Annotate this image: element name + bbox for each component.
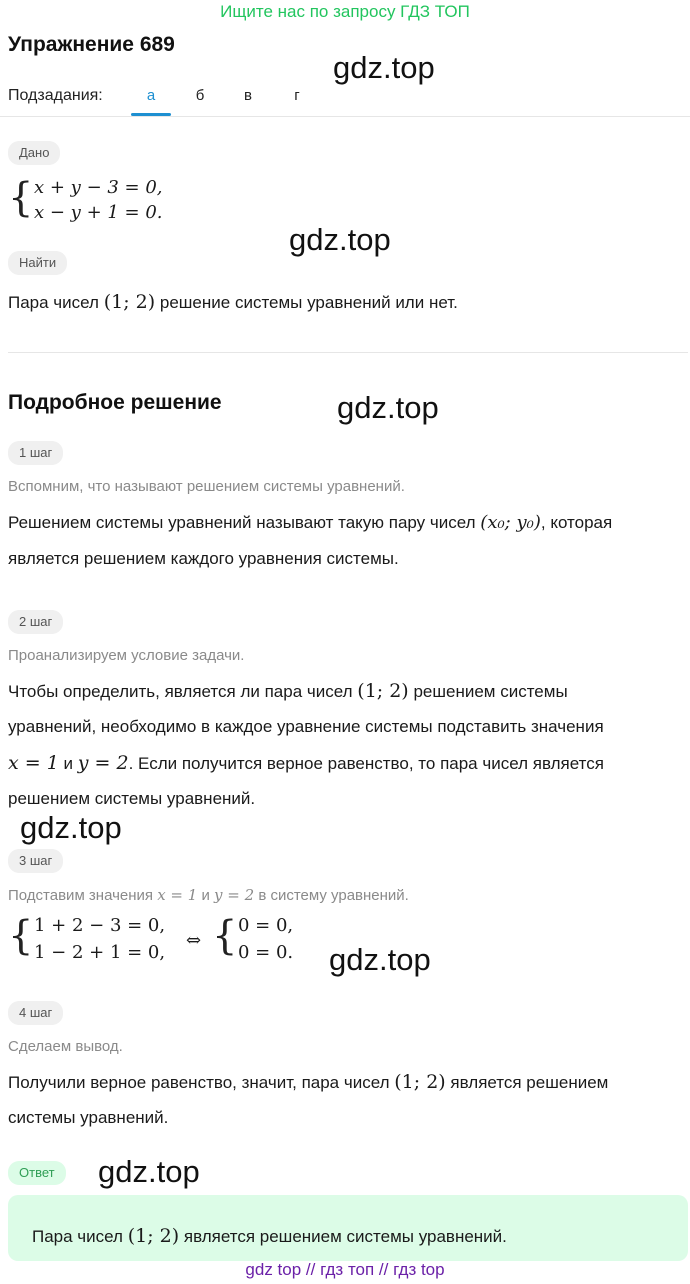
watermark: gdz.top	[289, 222, 391, 257]
given-equation-1: x + y − 3 = 0,	[34, 177, 163, 198]
step-2-line-1	[8, 673, 568, 710]
step-2-line-4: решением системы уравнений.	[8, 789, 256, 808]
tabs-divider	[0, 116, 690, 117]
find-chip: Найти	[8, 251, 67, 275]
step-2-and: и	[58, 754, 78, 773]
solution-heading: Подробное решение	[8, 391, 222, 414]
step-4-chip: 4 шаг	[8, 1001, 63, 1025]
answer-text-before: Пара чисел	[32, 1227, 128, 1246]
page-title: Упражнение 689	[8, 33, 175, 56]
given-equation-2: x − y + 1 = 0.	[34, 202, 163, 223]
step-1-text: Решением системы уравнений называют такую пару чисел	[8, 513, 481, 532]
promo-banner[interactable]: Ищите нас по запросу ГДЗ ТОП	[220, 2, 470, 21]
step-3-hint-math-x: x = 1	[157, 886, 198, 904]
step-3-chip: 3 шаг	[8, 849, 63, 873]
tab-b[interactable]: б	[195, 87, 205, 104]
step-2-math-y: y = 2	[77, 752, 129, 774]
find-text	[8, 284, 458, 321]
step-3-left-eq-2: 1 − 2 + 1 = 0,	[34, 942, 166, 963]
given-brace: {	[8, 175, 34, 221]
answer-chip: Ответ	[8, 1161, 66, 1185]
step-3-hint-and: и	[197, 887, 215, 904]
step-2-hint: Проанализируем условие задачи.	[8, 647, 245, 664]
find-text-before: Пара чисел	[8, 293, 104, 312]
step-1-math: (x₀; y₀)	[480, 512, 541, 533]
step-2-text-tail: . Если получится верное равенство, то пара чисел является	[128, 754, 604, 773]
step-3-right-eq-1: 0 = 0,	[238, 915, 294, 936]
answer-text	[32, 1218, 507, 1255]
step-2-chip: 2 шаг	[8, 610, 63, 634]
step-1-line-1	[8, 505, 612, 541]
watermark: gdz.top	[329, 942, 431, 977]
step-4-hint: Сделаем вывод.	[8, 1038, 123, 1055]
step-1-hint: Вспомним, что называют решением системы уравнений.	[8, 478, 405, 495]
watermark: gdz.top	[333, 50, 435, 85]
step-1-line-2: является решением каждого уравнения системы.	[8, 549, 399, 568]
find-pair: (1; 2)	[103, 291, 156, 313]
step-3-hint-math-y: y = 2	[214, 886, 255, 904]
step-3-hint	[8, 886, 409, 904]
watermark: gdz.top	[337, 390, 439, 425]
step-3-right-brace: {	[212, 913, 238, 959]
step-1-text-after: , которая	[540, 513, 613, 532]
tab-a[interactable]: а	[146, 87, 156, 104]
step-2-text-after: решением системы	[408, 682, 568, 701]
step-2-line-2: уравнений, необходимо в каждое уравнение системы подставить значения	[8, 717, 604, 736]
step-2-math-x: x = 1	[8, 752, 59, 774]
step-4-text: Получили верное равенство, значит, пара чисел	[8, 1073, 395, 1092]
step-3-equivalence: ⇔	[186, 930, 202, 951]
step-3-right-eq-2: 0 = 0.	[238, 942, 294, 963]
step-3-left-brace: {	[8, 913, 34, 959]
step-4-text-after: является решением	[445, 1073, 609, 1092]
step-3-hint-text: Подставим значения	[8, 887, 158, 904]
step-4-line-1	[8, 1064, 608, 1101]
subtasks-label: Подзадания:	[8, 87, 103, 104]
answer-text-after: является решением системы уравнений.	[179, 1227, 507, 1246]
step-3-left-eq-1: 1 + 2 − 3 = 0,	[34, 915, 166, 936]
step-2-line-3	[8, 745, 604, 782]
given-chip: Дано	[8, 141, 60, 165]
section-divider	[8, 352, 688, 353]
tab-g[interactable]: г	[294, 87, 300, 104]
step-2-text: Чтобы определить, является ли пара чисел	[8, 682, 358, 701]
step-3-hint-tail: в систему уравнений.	[254, 887, 409, 904]
step-2-math: (1; 2)	[357, 680, 409, 702]
watermark: gdz.top	[98, 1154, 200, 1189]
footer-links[interactable]: gdz top // гдз топ // гдз top	[245, 1260, 445, 1279]
step-4-line-2: системы уравнений.	[8, 1108, 169, 1127]
step-4-math: (1; 2)	[394, 1071, 446, 1093]
answer-math: (1; 2)	[127, 1225, 180, 1247]
tab-v[interactable]: в	[244, 87, 252, 104]
find-text-after: решение системы уравнений или нет.	[155, 293, 458, 312]
step-1-chip: 1 шаг	[8, 441, 63, 465]
watermark: gdz.top	[20, 810, 122, 845]
